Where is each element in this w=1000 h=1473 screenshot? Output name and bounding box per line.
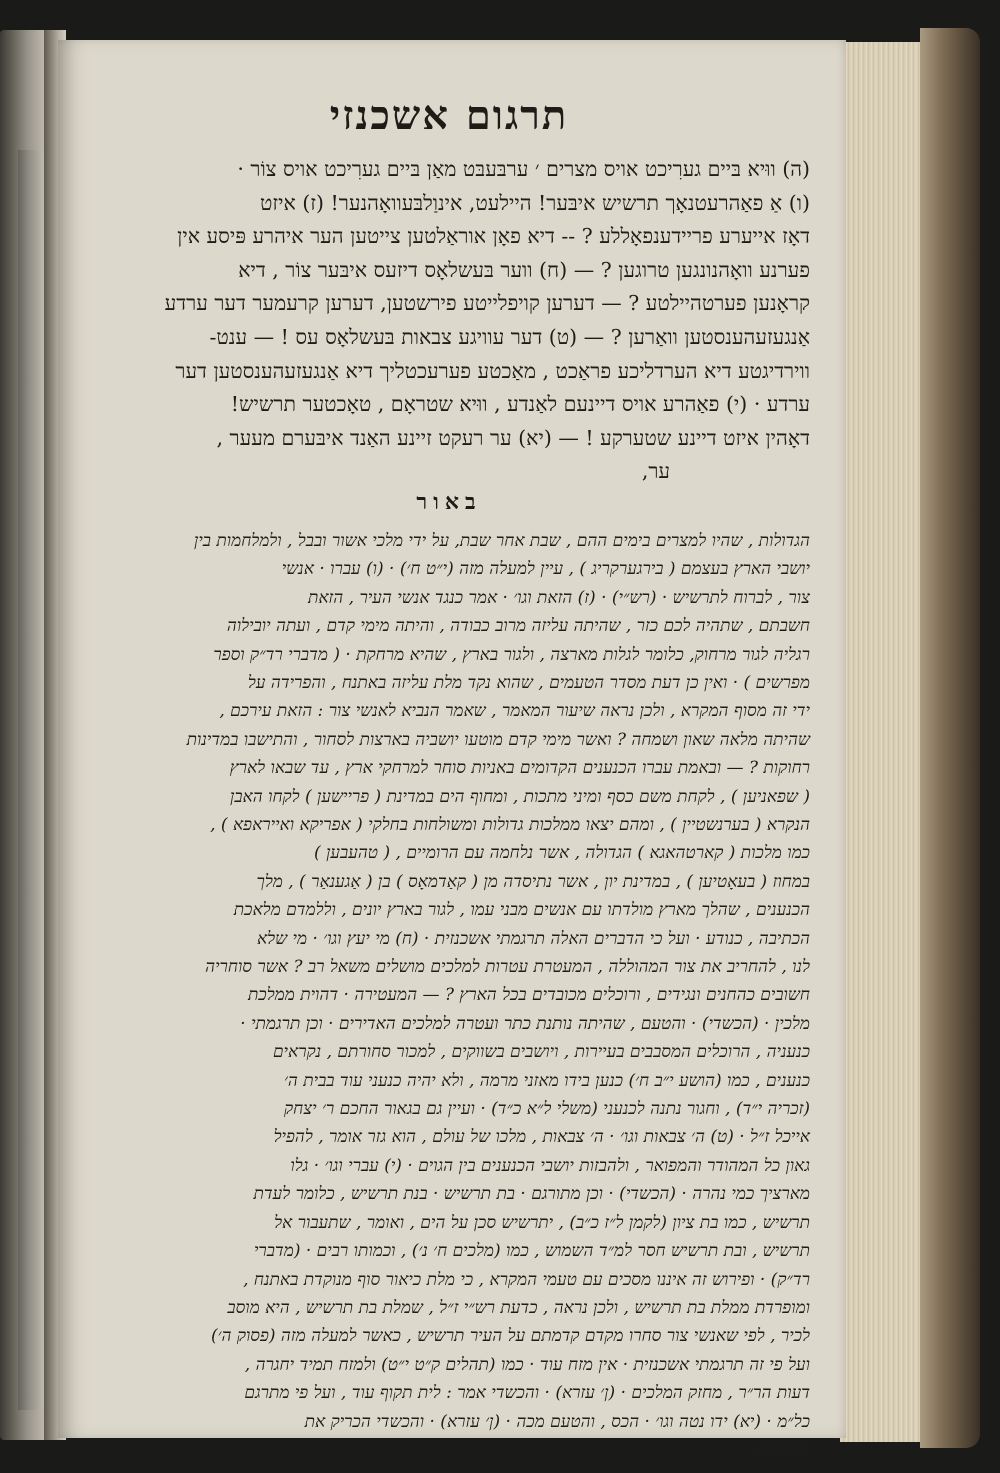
commentary-line: לנו , להחריב את צור המהוללה , המעטרת עטרות למלכים מושלים משאל רב ? אשר סוחריה xyxy=(205,957,810,978)
targum-line: קראָנען פערטהיילטע ? — דערען קויפלייטע פירשטען, דערען קרעמער דער ערדע xyxy=(164,291,810,316)
commentary-line: שהיתה מלאה שאון ושמחה ? ואשר מימי קדם מוטעו יושביה בארצות לסחור , והתישבו במדינות xyxy=(186,729,810,750)
commentary-line: דעות הר״ר , מחזק המלכים · (ן׳ עזרא) · והכשדי אמר : לית תקוף עוד , ועל פי מתרגם xyxy=(244,1383,810,1404)
page-content xyxy=(88,80,810,1464)
page-title: תרגום אשכנזי xyxy=(329,92,569,139)
commentary-line: תרשיש , כמו בת ציון (לקמן ל״ז כ״ב) , יתרשיש סכן על הים , ואומר , שתעבור אל xyxy=(274,1212,810,1233)
commentary-line: לכיר , לפי שאנשי צור סחרו מקדם קדמתם על העיר תרשיש , כאשר למעלה מזה (פסוק ה׳) xyxy=(210,1326,810,1347)
commentary-line: גאון כל המהודר והמפואר , ולהבזות יושבי הכנענים בין הגוים · (י) עברי וגו׳ · גלו xyxy=(290,1155,810,1176)
commentary-line: (זכריה י״ד) , וחגור נתנה לכנעני (משלי ל״א כ״ד) · ועיין גם בגאור החכם ר׳ יצחק xyxy=(284,1099,810,1120)
commentary-line: כל״מ · (יא) ידו נטה וגו׳ · הכס , והטעם מכה · (ן׳ עזרא) · והכשדי הכריק את xyxy=(304,1411,810,1432)
commentary-line: ומופרדת ממלת בת תרשיש , ולכן נראה , כדעת רש״י ז״ל , שמלת בת תרשיש , היא מוסב xyxy=(227,1297,810,1318)
book-cover-edge xyxy=(920,28,980,1448)
targum-line: ווירדיגטע דיא הערדליכע פראַכט , מאַכטע פערעכטליך דיא אַנגעזעהענסטען דער xyxy=(175,358,810,383)
commentary-text xyxy=(88,527,810,1464)
targum-last-word: ער, xyxy=(641,459,670,484)
targum-line: (ה) ווּיא בּיים גערִיכט אויס מצרים ׳ ערבּעבּט מאַן בּיים גערִיכט אויס צוֹר · xyxy=(237,157,810,181)
commentary-line: רגליה לגור מרחוק, כלומר לגלות מארצה , ולגור בארץ , שהיא מרחקת · ( מדברי רד״ק וספר xyxy=(213,644,810,665)
page-fore-edge xyxy=(840,42,932,1442)
commentary-line: רחוקות ? — ובאמת עברו הכנענים הקדומים באניות סוחר למרחקי ארץ , עד שבאו לארץ xyxy=(229,758,810,779)
commentary-line: מלכין · (הכשדי) · והטעם , שהיתה נותנת כתר ועטרה למלכים האדירים · וכן תרגמתי · xyxy=(240,1013,810,1034)
commentary-line: חשבתם , שתהיה לכם כזר , שהיתה עליזה מרוב כבודה , והיתה מימי קדם , ועתה יובילוה xyxy=(226,616,810,637)
commentary-line: ועל פי זה תרגמתי אשכנזית · אין מזח עוד · כמו (תהלים ק״ט י״ט) ולמזח תמיד יחגרה , xyxy=(244,1354,810,1375)
commentary-line: מפרשים ) · ואין כן דעת מסדר הטעמים , שהוא נקד מלת עליזה באתנח , והפרידה על xyxy=(247,672,810,693)
commentary-line: חשובים כהחנים ונגידים , ורוכלים מכובדים בכל הארץ ? — המעטירה · דהוית ממלכת xyxy=(248,985,810,1006)
targum-line: (ו) אַ פאַהרעטנאָך תרשיש איבּער! היילעט, אינוַלבּעוואָהנער! (ז) איזט xyxy=(260,190,810,215)
commentary-line: במחוז ( בעאָטיען ) , במדינת יון , אשר נתיסדה מן ( קאַדמאָס ) בן ( אַגענאַר ) , מלך xyxy=(256,871,810,892)
commentary-line: הגדולות , שהיו למצרים בימים ההם , שבת אחר שבת, על ידי מלכי אשור ובבל , ולמלחמות בין xyxy=(194,530,810,551)
commentary-line: הנקרא ( בערנשטיין ) , ומהם יצאו ממלכות גדולות ומשולחות בחלקי ( אפריקא ואייראפא ) , xyxy=(210,815,810,835)
commentary-line: מארציך כמי נהרה · (הכשדי) · וכן מתורגם · בת תרשיש · בנת תרשיש , כלומר לעדת xyxy=(253,1184,810,1205)
commentary-line: יושבי הארץ בעצמם ( בירגערקריג ) , עיין למעלה מזה (י״ט ח׳) · (ו) עברו · אנשי xyxy=(281,559,810,580)
commentary-line: ( שפאניען ) , לקחת משם כסף ומיני מתכות , ומחוף הים במדינת ( פריישען ) לקחו האבן xyxy=(230,786,810,807)
commentary-line: כמו מלכות ( קארטהאגא ) הגדולה , אשר נלחמה עם הרומיים , ( טהעבען ) xyxy=(314,843,810,864)
commentary-line: אייכל ז״ל · (ט) ה׳ צבאות וגו׳ · ה׳ צבאות , מלכו של עולם , הוא גזר אומר , להפיל xyxy=(273,1127,810,1148)
commentary-line: הכנענים , שהלך מארץ מולדתו עם אנשים מבני עמו , לגור בארץ יונים , וללמדם מלאכת xyxy=(233,900,810,921)
commentary-line: הכתיבה , כנודע · ועל כי הדברים האלה תרגמתי אשכנזית · (ח) מי יעץ וגו׳ · מי שלא xyxy=(256,928,810,949)
targum-text xyxy=(88,153,810,489)
targum-line: אַנגעזעהענסטען וואַרען ? — (ט) דער עוויגע צבאות בּעשלאָס עס ! — ענט- xyxy=(209,324,810,349)
commentary-line: רד״ק) · ופירוש זה איננו מסכים עם טעמי המקרא , כי מלת כיאור סוף מנוקדת באתנח , xyxy=(243,1269,810,1290)
targum-line: ערדע · (י) פאַהרע אויס דיינעם לאַנדע , ווּיא שטראָם , טאָכטער תרשיש! xyxy=(230,392,810,417)
targum-line: דאָז אייערע פריידענפאָללע ? -- דיא פאָן אוראַלטען צייטען הער איהרע פּיסע אין xyxy=(177,224,810,249)
commentary-heading: באור xyxy=(416,488,482,515)
targum-line: דאָהין איזט דיינע שטערקע ! — (יא) ער רעקט זיינע האַנד איבּערם מעער , xyxy=(216,425,810,450)
commentary-line: צור , לברוח לתרשיש · (רש״י) · (ז) הזאת וגו׳ · אמר כנגד אנשי העיר , הזאת xyxy=(307,587,810,608)
targum-line: פערנע וואָהנונגען טרוגען ? — (ח) ווער בּעשלאָס דיזעס איבּער צוֹר , דיא xyxy=(238,257,810,282)
commentary-line: תרשיש , ובת תרשיש חסר למ״ד השמוש , כמו (מלכים ח׳ נ׳) , וכמותו רבים · (מדברי xyxy=(253,1241,810,1262)
commentary-line: כנעניה , הרוכלים המסבבים בעיירות , ויושבים בשווקים , למכור סחורתם , נקראים xyxy=(272,1042,810,1063)
commentary-line: כנענים , כמו (הושע י״ב ח׳) כנען בידו מאזני מרמה , ולא יהיה כנעני עוד בבית ה׳ xyxy=(283,1070,810,1091)
commentary-line: ידי זה מסוף המקרא , ולכן נראה שיעור המאמר , שאמר הנביא לאנשי צור : הזאת עירכם , xyxy=(219,701,810,722)
commentary-last-word: הכנעניה xyxy=(756,1439,810,1460)
